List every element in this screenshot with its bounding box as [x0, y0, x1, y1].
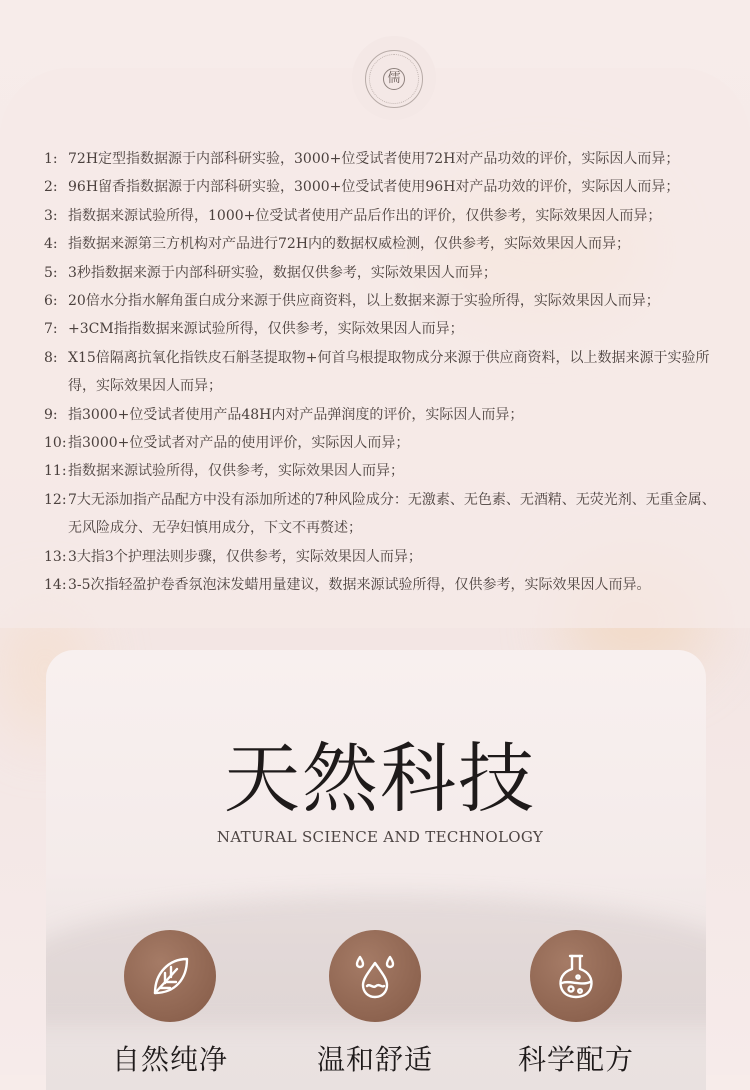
note-item	[44, 315, 724, 343]
note-item	[44, 145, 724, 173]
note-number: 6:	[44, 293, 58, 310]
feature-label: 科学配方	[517, 1043, 634, 1076]
note-text: +3CM指指数据来源试验所得，仅供参考，实际效果因人而异；	[68, 321, 464, 338]
panel-subtitle: NATURAL SCIENCE AND TECHNOLOGY	[216, 828, 544, 846]
note-text: 指数据来源试验所得，仅供参考，实际效果因人而异；	[68, 463, 404, 480]
note-text: 7大无添加指产品配方中没有添加所述的7种风险成分：无激素、无色素、无酒精、无荧光剂、无重金属、无风险成分、无孕妇慎用成分，下文不再赘述；	[68, 491, 716, 537]
feature-label: 温和舒适	[316, 1043, 433, 1076]
note-item	[44, 230, 724, 258]
note-text: 指3000+位受试者对产品的使用评价，实际因人而异；	[68, 435, 410, 452]
note-number: 2:	[44, 179, 58, 196]
panel-title: 天然科技	[224, 734, 536, 823]
note-number: 12:	[44, 491, 67, 508]
note-number: 8:	[44, 349, 58, 366]
note-number: 13:	[44, 548, 67, 565]
note-number: 9:	[44, 406, 58, 423]
note-number: 14:	[44, 577, 67, 594]
feature-label: 自然纯净	[111, 1043, 228, 1076]
water-drop-icon	[329, 930, 421, 1022]
note-text: 3-5次指轻盈护卷香氛泡沫发蜡用量建议，数据来源试验所得，仅供参考，实际效果因人而异。	[68, 577, 651, 594]
note-item	[44, 344, 724, 401]
note-number: 10:	[44, 435, 67, 452]
seal-ring	[369, 54, 419, 104]
feature-gentle-comfort	[285, 930, 465, 1078]
note-number: 11:	[44, 463, 67, 480]
note-text: 3大指3个护理法则步骤，仅供参考，实际效果因人而异；	[68, 548, 422, 565]
note-number: 7:	[44, 321, 58, 338]
note-item	[44, 457, 724, 485]
note-text: X15倍隔离抗氧化指铁皮石斛茎提取物+何首乌根提取物成分来源于供应商资料，以上数据来源于实验所得，实际效果因人而异；	[68, 349, 710, 395]
note-number: 3:	[44, 207, 58, 224]
note-text: 96H留香指数据源于内部科研实验，3000+位受试者使用96H对产品功效的评价，实际因人而异；	[68, 179, 680, 196]
leaf-icon	[124, 930, 216, 1022]
note-item	[44, 287, 724, 315]
note-text: 3秒指数据来源于内部科研实验，数据仅供参考，实际效果因人而异；	[68, 264, 497, 281]
note-number: 1:	[44, 151, 58, 167]
note-item	[44, 543, 724, 571]
note-item	[44, 429, 724, 457]
brand-seal-logo	[365, 50, 423, 108]
note-item	[44, 259, 724, 287]
feature-scientific-formula	[486, 930, 666, 1078]
note-text: 指数据来源试验所得，1000+位受试者使用产品后作出的评价，仅供参考，实际效果因人而异；	[68, 207, 662, 224]
disclaimer-notes	[44, 145, 724, 600]
note-item	[44, 173, 724, 201]
note-item	[44, 401, 724, 429]
feature-natural-pure	[80, 930, 260, 1078]
seal-glyph: 儒	[383, 68, 405, 90]
note-number: 5:	[44, 264, 58, 281]
note-text: 72H定型指数据源于内部科研实验，3000+位受试者使用72H对产品功效的评价，实际因人而异；	[68, 151, 680, 167]
note-item	[44, 571, 724, 599]
note-text: 指数据来源第三方机构对产品进行72H内的数据权威检测，仅供参考，实际效果因人而异；	[68, 236, 631, 253]
note-item	[44, 486, 724, 543]
note-item	[44, 202, 724, 230]
flask-icon	[530, 930, 622, 1022]
note-text: 20倍水分指水解角蛋白成分来源于供应商资料，以上数据来源于实验所得，实际效果因人而异；	[68, 293, 660, 310]
note-text: 指3000+位受试者使用产品48H内对产品弹润度的评价，实际因人而异；	[68, 406, 524, 423]
note-number: 4:	[44, 236, 58, 253]
